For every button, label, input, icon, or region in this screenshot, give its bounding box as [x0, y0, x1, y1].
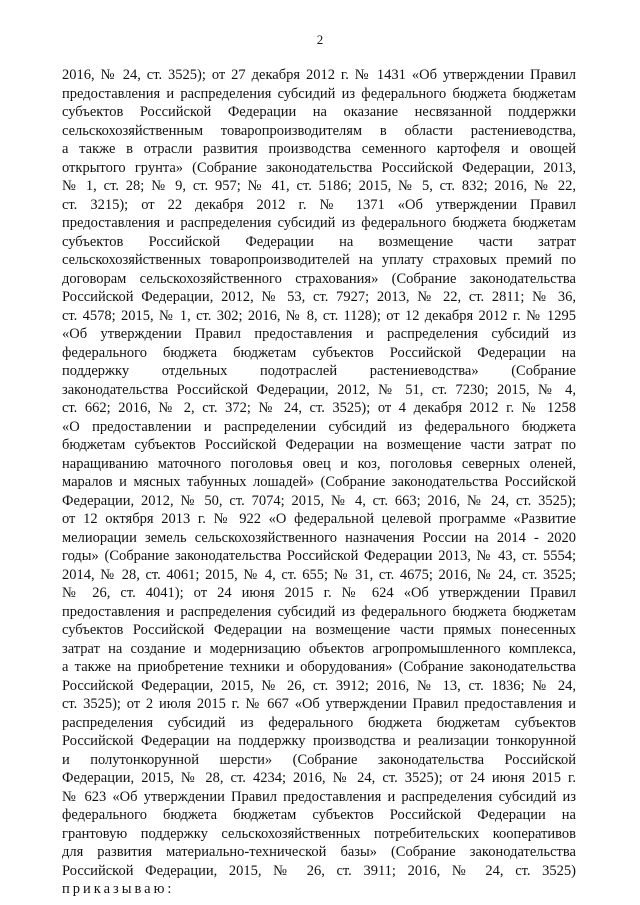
- text-line: № 623 «Об утверждении Правил предоставления и распределения субсидий из: [62, 788, 576, 805]
- text-line: открытого грунта» (Собрание законодательства Российской Федерации, 2013,: [62, 159, 576, 176]
- text-line: от 12 октября 2013 г. № 922 «О федеральной целевой программе «Развитие: [62, 511, 576, 527]
- text-line: 2016, № 24, ст. 3525); от 27 декабря 2012 г. № 1431 «Об утверждении Правил: [62, 67, 576, 83]
- text-line: годы» (Собрание законодательства Российской Федерации 2013, № 43, ст. 5554;: [62, 548, 576, 564]
- text-line: федерального бюджета бюджетам субъектов Российской Федерации на: [62, 344, 576, 361]
- text-line: грантовую поддержку сельскохозяйственных потребительских кооперативов: [62, 825, 576, 842]
- text-line: федерального бюджета бюджетам субъектов Российской Федерации на: [62, 807, 576, 823]
- text-line: ст. 662; 2016, № 2, ст. 372; № 24, ст. 3525); от 4 декабря 2012 г. № 1258: [62, 400, 576, 416]
- text-line: 2014, № 28, ст. 4061; 2015, № 4, ст. 655; № 31, ст. 4675; 2016, № 24, ст. 3525;: [62, 566, 576, 583]
- text-line: ст. 3215); от 22 декабря 2012 г. № 1371 «Об утверждении Правил: [62, 196, 576, 213]
- text-line: и полутонкорунной шерсти» (Собрание законодательства Российской: [62, 751, 576, 768]
- text-line: предоставления и распределения субсидий из федерального бюджета бюджетам: [62, 85, 576, 102]
- text-line: «О предоставлении и распределении субсидий из федерального бюджета: [62, 418, 576, 435]
- text-line: а также в отрасли развития производства семенного картофеля и овощей: [62, 141, 576, 157]
- text-line: субъектов Российской Федерации на возмещение части затрат: [62, 233, 576, 250]
- order-phrase: приказываю:: [62, 881, 175, 897]
- text-line: № 26, ст. 4041); от 24 июня 2015 г. № 624 «Об утверждении Правил: [62, 585, 576, 601]
- text-line: ст. 4578; 2015, № 1, ст. 302; 2016, № 8, ст. 1128); от 12 декабря 2012 г. № 1295: [62, 307, 576, 324]
- text-line: а также на приобретение техники и оборудования» (Собрание законодательства: [62, 659, 576, 675]
- text-line: Федерации, 2012, № 50, ст. 7074; 2015, № 4, ст. 663; 2016, № 24, ст. 3525);: [62, 492, 576, 509]
- text-line: предоставления и распределения субсидий из федерального бюджета бюджетам: [62, 215, 576, 231]
- text-line: субъектов Российской Федерации на оказание несвязанной поддержки: [62, 104, 576, 120]
- text-line: распределения субсидий из федерального бюджета бюджетам субъектов: [62, 714, 576, 731]
- text-line: Федерации, 2015, № 28, ст. 4234; 2016, № 24, ст. 3525); от 24 июня 2015 г.: [62, 770, 576, 786]
- text-line: бюджетам субъектов Российской Федерации на возмещение части затрат по: [62, 437, 576, 453]
- text-line: наращиванию маточного поголовья овец и коз, поголовья северных оленей,: [62, 455, 576, 472]
- text-line: мелиорации земель сельскохозяйственного назначения России на 2014 - 2020: [62, 529, 576, 546]
- body-text: [62, 66, 576, 899]
- text-line: маралов и мясных табунных лошадей» (Собрание законодательства Российской: [62, 474, 576, 490]
- text-line: затрат на создание и модернизацию объектов агропромышленного комплекса,: [62, 640, 576, 657]
- text-line: договорам сельскохозяйственного страхования» (Собрание законодательства: [62, 270, 576, 287]
- text-line: Российской Федерации, 2015, № 26, ст. 3911; 2016, № 24, ст. 3525): [62, 862, 576, 879]
- page-number: 2: [316, 32, 324, 47]
- text-line: «Об утверждении Правил предоставления и распределения субсидий из: [62, 326, 576, 342]
- text-line: Российской Федерации, 2012, № 53, ст. 7927; 2013, № 22, ст. 2811; № 36,: [62, 289, 576, 305]
- text-line: № 1, ст. 28; № 9, ст. 957; № 41, ст. 5186; 2015, № 5, ст. 832; 2016, № 22,: [62, 178, 576, 194]
- text-line: сельскохозяйственным товаропроизводителям в области растениеводства,: [62, 122, 576, 139]
- text-line: поддержку отдельных подотраслей растениеводства» (Собрание: [62, 363, 576, 379]
- text-line: сельскохозяйственных товаропроизводителей на уплату страховых премий по: [62, 252, 576, 268]
- text-line: Российской Федерации на поддержку производства и реализации тонкорунной: [62, 733, 576, 749]
- text-line: ст. 3525); от 2 июля 2015 г. № 667 «Об утверждении Правил предоставления и: [62, 696, 576, 712]
- text-line: Российской Федерации, 2015, № 26, ст. 3912; 2016, № 13, ст. 1836; № 24,: [62, 677, 576, 694]
- text-line: предоставления и распределения субсидий из федерального бюджета бюджетам: [62, 603, 576, 620]
- text-line: для развития материально-технической базы» (Собрание законодательства: [62, 844, 576, 860]
- text-line: субъектов Российской Федерации на возмещение части прямых понесенных: [62, 622, 576, 638]
- text-line: законодательства Российской Федерации, 2012, № 51, ст. 7230; 2015, № 4,: [62, 381, 576, 398]
